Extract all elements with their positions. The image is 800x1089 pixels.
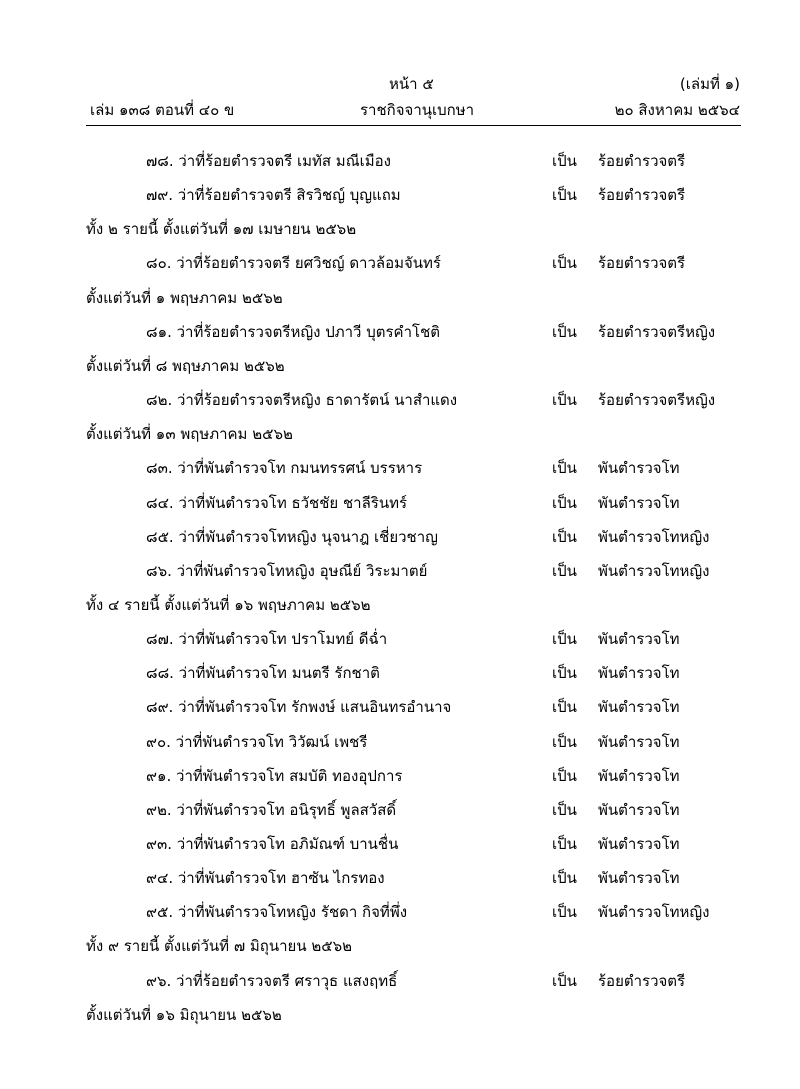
entry-rank: ร้อยตำรวจตรี	[598, 972, 686, 990]
entry-rank: พันตำรวจโท	[598, 664, 680, 682]
note-text: ตั้งแต่วันที่ ๑ พฤษภาคม ๒๕๖๒	[86, 289, 283, 307]
entry-separator: เป็น	[552, 152, 577, 170]
entry-separator: เป็น	[552, 254, 577, 272]
entry-separator: เป็น	[552, 459, 577, 477]
volume-note: (เล่มที่ ๑)	[679, 75, 740, 93]
entry-separator: เป็น	[552, 767, 577, 785]
entry-text: ๘๕. ว่าที่พันตำรวจโทหญิง นุจนาฎ เชี่ยวชาญ	[146, 528, 438, 546]
note-text: ตั้งแต่วันที่ ๑๖ มิถุนายน ๒๕๖๒	[86, 1006, 282, 1024]
entry-rank: ร้อยตำรวจตรี	[598, 152, 686, 170]
publication-date: ๒๐ สิงหาคม ๒๕๖๔	[614, 101, 740, 119]
entry-separator: เป็น	[552, 494, 577, 512]
entry-separator: เป็น	[552, 869, 577, 887]
note-text: ทั้ง ๒ รายนี้ ตั้งแต่วันที่ ๑๗ เมษายน ๒๕๖๒	[86, 220, 357, 238]
entry-rank: พันตำรวจโท	[598, 835, 680, 853]
entry-text: ๙๔. ว่าที่พันตำรวจโท ฮาซัน ไกรทอง	[146, 869, 385, 887]
entry-rank: ร้อยตำรวจตรีหญิง	[598, 323, 716, 341]
entry-text: ๙๕. ว่าที่พันตำรวจโทหญิง รัชดา กิจที่พึ่ง	[146, 903, 408, 921]
entry-rank: พันตำรวจโทหญิง	[598, 528, 710, 546]
entry-text: ๙๖. ว่าที่ร้อยตำรวจตรี ศราวุธ แสงฤทธิ์	[146, 972, 398, 990]
entry-separator: เป็น	[552, 972, 577, 990]
header-divider	[86, 125, 741, 126]
entry-separator: เป็น	[552, 903, 577, 921]
entry-text: ๘๑. ว่าที่ร้อยตำรวจตรีหญิง ปภาวี บุตรคำโชติ	[146, 323, 440, 341]
publication-name: ราชกิจจานุเบกษา	[360, 101, 475, 119]
page-number: หน้า ๕	[389, 75, 434, 93]
entry-rank: พันตำรวจโท	[598, 733, 680, 751]
entry-text: ๘๓. ว่าที่พันตำรวจโท กมนทรรศน์ บรรหาร	[146, 459, 423, 477]
entry-rank: ร้อยตำรวจตรี	[598, 186, 686, 204]
entry-rank: พันตำรวจโทหญิง	[598, 562, 710, 580]
entry-text: ๘๐. ว่าที่ร้อยตำรวจตรี ยศวิชญ์ ดาวล้อมจันทร์	[146, 254, 441, 272]
entry-rank: พันตำรวจโท	[598, 698, 680, 716]
entry-separator: เป็น	[552, 562, 577, 580]
entry-text: ๘๔. ว่าที่พันตำรวจโท ธวัชชัย ชาลีรินทร์	[146, 494, 408, 512]
entry-separator: เป็น	[552, 801, 577, 819]
entry-text: ๘๙. ว่าที่พันตำรวจโท รักพงษ์ แสนอินทรอำนาจ	[146, 698, 452, 716]
entry-rank: พันตำรวจโท	[598, 630, 680, 648]
entry-separator: เป็น	[552, 186, 577, 204]
entry-separator: เป็น	[552, 835, 577, 853]
entry-separator: เป็น	[552, 528, 577, 546]
entry-rank: พันตำรวจโท	[598, 767, 680, 785]
entry-text: ๗๙. ว่าที่ร้อยตำรวจตรี สิรวิชญ์ บุญแถม	[146, 186, 401, 204]
entry-text: ๘๒. ว่าที่ร้อยตำรวจตรีหญิง ธาดารัตน์ นาสำแดง	[146, 391, 458, 409]
entry-text: ๙๓. ว่าที่พันตำรวจโท อภิมัณฑ์ บานชื่น	[146, 835, 399, 853]
entry-separator: เป็น	[552, 630, 577, 648]
note-text: ตั้งแต่วันที่ ๑๓ พฤษภาคม ๒๕๖๒	[86, 425, 293, 443]
entry-rank: ร้อยตำรวจตรีหญิง	[598, 391, 716, 409]
entry-text: ๘๘. ว่าที่พันตำรวจโท มนตรี รักชาติ	[146, 664, 380, 682]
entry-text: ๗๘. ว่าที่ร้อยตำรวจตรี เมทัส มณีเมือง	[146, 152, 391, 170]
entry-separator: เป็น	[552, 391, 577, 409]
entry-separator: เป็น	[552, 733, 577, 751]
entry-separator: เป็น	[552, 664, 577, 682]
note-text: ตั้งแต่วันที่ ๘ พฤษภาคม ๒๕๖๒	[86, 357, 285, 375]
entry-text: ๘๗. ว่าที่พันตำรวจโท ปราโมทย์ ดีฉ่ำ	[146, 630, 388, 648]
note-text: ทั้ง ๙ รายนี้ ตั้งแต่วันที่ ๗ มิถุนายน ๒๕๖๒	[86, 937, 352, 955]
entry-text: ๘๖. ว่าที่พันตำรวจโทหญิง อุษณีย์ วิระมาตย์	[146, 562, 428, 580]
entry-text: ๙๑. ว่าที่พันตำรวจโท สมบัติ ทองอุปการ	[146, 767, 403, 785]
note-text: ทั้ง ๔ รายนี้ ตั้งแต่วันที่ ๑๖ พฤษภาคม ๒๕๖๒	[86, 596, 371, 614]
entry-text: ๙๒. ว่าที่พันตำรวจโท อนิรุทธิ์ พูลสวัสดิ์	[146, 801, 397, 819]
entry-rank: พันตำรวจโท	[598, 801, 680, 819]
issue-info: เล่ม ๑๓๘ ตอนที่ ๔๐ ข	[90, 101, 235, 119]
entry-separator: เป็น	[552, 323, 577, 341]
entry-rank: พันตำรวจโท	[598, 459, 680, 477]
entry-rank: พันตำรวจโท	[598, 869, 680, 887]
entry-text: ๙๐. ว่าที่พันตำรวจโท วิวัฒน์ เพชรี	[146, 733, 368, 751]
entry-separator: เป็น	[552, 698, 577, 716]
entry-rank: ร้อยตำรวจตรี	[598, 254, 686, 272]
entry-rank: พันตำรวจโท	[598, 494, 680, 512]
entry-rank: พันตำรวจโทหญิง	[598, 903, 710, 921]
